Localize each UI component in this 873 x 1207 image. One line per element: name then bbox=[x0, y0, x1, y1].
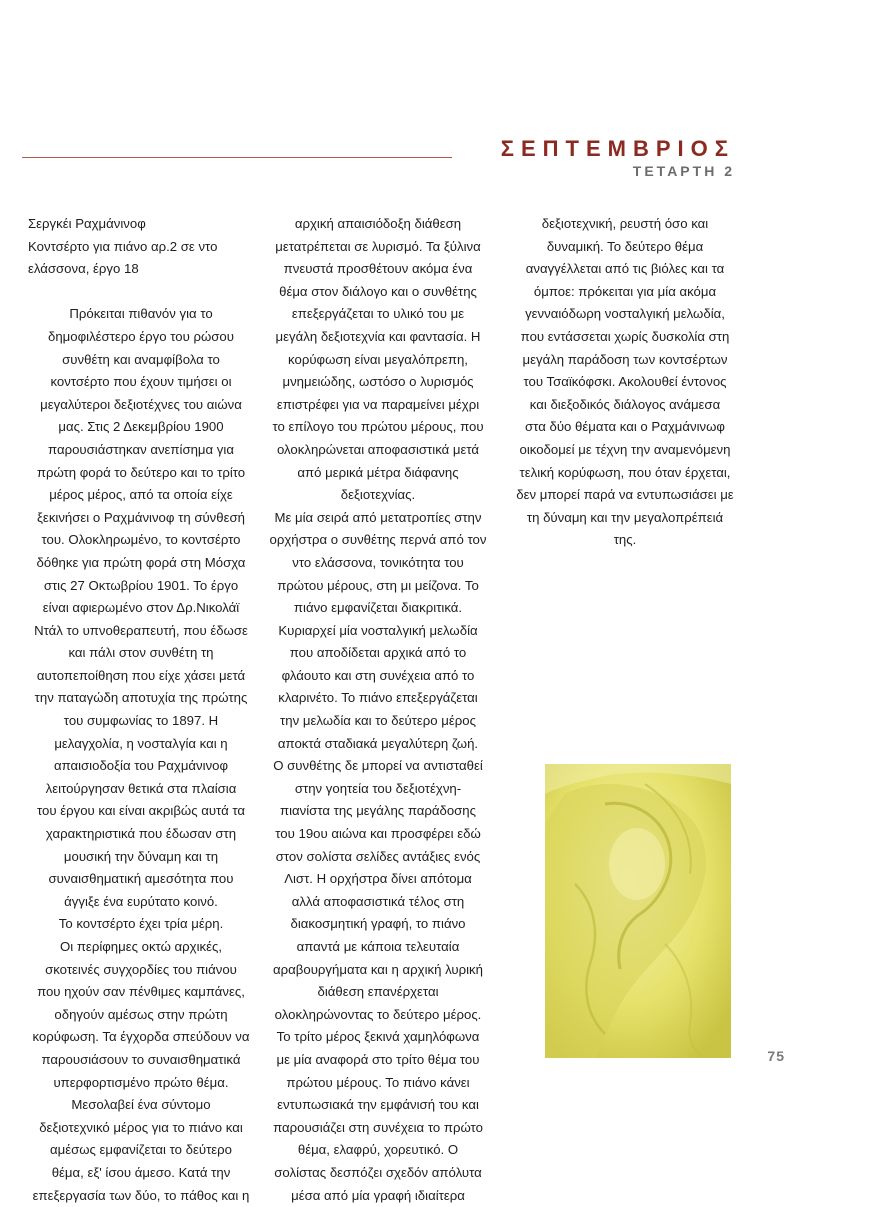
text-line: ολοκληρώνοντας το δεύτερο μέρος. bbox=[274, 1006, 482, 1022]
text-line: πρώτη φορά το δεύτερο και το τρίτο bbox=[36, 464, 246, 480]
text-line: κορύφωση είναι μεγαλόπρεπη, bbox=[288, 351, 468, 367]
text-line: του συμφωνίας το 1897. Η bbox=[63, 713, 219, 729]
composer-name: Σεργκέι Ραχμάνινοφ bbox=[28, 216, 146, 231]
text-line: αυτοπεποίθηση που είχε χάσει μετά bbox=[36, 667, 246, 683]
text-line: θέμα στον διάλογο και ο συνθέτης bbox=[279, 283, 477, 299]
text-line: εντυπωσιακά την εμφάνισή του και bbox=[277, 1097, 479, 1113]
text-line: αρχική απαισιόδοξη διάθεση bbox=[294, 216, 462, 231]
text-line: που εντάσσεται χωρίς δυσκολία στη bbox=[520, 328, 730, 344]
month-title: ΣΕΠΤΕΜΒΡΙΟΣ bbox=[500, 136, 735, 161]
text-line: δυναμική. Το δεύτερο θέμα bbox=[546, 238, 704, 254]
text-line: κλαρινέτο. Το πιάνο επεξεργάζεται bbox=[278, 690, 478, 706]
text-line: μέσα από μία γραφή ιδιαίτερα bbox=[291, 1187, 465, 1203]
text-line: Μεσολαβεί ένα σύντομο bbox=[71, 1097, 211, 1113]
text-line: μετατρέπεται σε λυρισμό. Τα ξύλινα bbox=[275, 238, 481, 254]
text-line: ντο ελάσσονα, τονικότητα του bbox=[292, 554, 464, 570]
text-line: μελαγχολία, η νοσταλγία και η bbox=[54, 735, 228, 751]
text-line: συναισθηματική αμεσότητα που bbox=[48, 871, 234, 887]
text-line: είναι αφιερωμένο στον Δρ.Νικολάϊ bbox=[42, 600, 240, 616]
text-line: Το τρίτο μέρος ξεκινά χαμηλόφωνα bbox=[276, 1029, 480, 1045]
text-line: μεγάλη παράδοση των κοντσέρτων bbox=[522, 351, 728, 367]
text-line: στην γοητεία του δεξιοτέχνη- bbox=[294, 780, 462, 796]
text-line: πρώτου μέρους. Το πιάνο κάνει bbox=[286, 1074, 470, 1090]
text-line: του. Ολοκληρωμένο, το κοντσέρτο bbox=[41, 532, 241, 548]
text-line: με μία αναφορά στο τρίτο θέμα του bbox=[276, 1051, 480, 1067]
text-line: δεξιοτεχνίας. bbox=[340, 487, 416, 503]
text-line: πρώτου μέρους, στη μι μείζονα. Το bbox=[277, 577, 479, 593]
text-line: χαρακτηριστικά που έδωσαν στη bbox=[45, 826, 237, 842]
text-line: φλάουτο και στη συνέχεια από το bbox=[281, 667, 475, 683]
text-line: παρουσιάσουν το συναισθηματικά bbox=[41, 1051, 241, 1067]
text-line: πνευστά προσθέτουν ακόμα ένα bbox=[283, 261, 473, 277]
text-line: που ηχούν σαν πένθιμες καμπάνες, bbox=[37, 984, 245, 1000]
text-line: του Τσαϊκόφσκι. Ακολουθεί έντονος bbox=[523, 374, 727, 390]
text-line: Το κοντσέρτο έχει τρία μέρη. bbox=[58, 916, 224, 932]
text-line: αναγγέλλεται από τις βιόλες και τα bbox=[525, 261, 725, 277]
text-line: οδηγούν αμέσως στην πρώτη bbox=[54, 1006, 228, 1022]
header-rule bbox=[22, 157, 452, 158]
text-line: κορύφωση. Τα έγχορδα σπεύδουν να bbox=[32, 1029, 250, 1045]
text-line: τελική κορύφωση, που όταν έρχεται, bbox=[519, 464, 731, 480]
text-line: Λιστ. Η ορχήστρα δίνει απότομα bbox=[284, 871, 472, 887]
text-line: αλλά αποφασιστικά τέλος στη bbox=[291, 893, 465, 909]
text-line: οικοδομεί με τέχνη την αναμενόμενη bbox=[519, 441, 731, 457]
text-line: απαισιοδοξία του Ραχμάνινοφ bbox=[53, 758, 229, 774]
text-line: τη δύναμη και την μεγαλοπρέπειά bbox=[526, 509, 724, 525]
text-line: διάθεση επανέρχεται bbox=[317, 984, 439, 1000]
text-line: Με μία σειρά από μετατροπίες στην bbox=[274, 509, 482, 525]
text-line: λειτούργησαν θετικά στα πλαίσια bbox=[45, 780, 237, 796]
text-line: υπερφορτισμένο πρώτο θέμα. bbox=[53, 1074, 229, 1090]
text-line: γενναιόδωρη νοσταλγική μελωδία, bbox=[525, 306, 725, 322]
text-line: την παταγώδη αποτυχία της πρώτης bbox=[34, 690, 248, 706]
text-column-2 bbox=[258, 213, 498, 1207]
text-line: το επίλογο του πρώτου μέρους, που bbox=[272, 419, 484, 435]
portrait-illustration bbox=[545, 764, 731, 1058]
text-line: μεγαλύτεροι δεξιοτέχνες του αιώνα bbox=[40, 396, 242, 412]
text-line: κοντσέρτο που έχουν τιμήσει οι bbox=[50, 374, 232, 390]
text-line: σκοτεινές συγχορδίες του πιάνου bbox=[45, 961, 237, 977]
text-line: παρουσιάστηκαν ανεπίσημα για bbox=[48, 441, 234, 457]
text-line: θέμα, ελαφρύ, χορευτικό. Ο bbox=[297, 1142, 459, 1158]
text-line: στις 27 Οκτωβρίου 1901. Το έργο bbox=[43, 577, 239, 593]
text-line: μεγάλη δεξιοτεχνία και φαντασία. Η bbox=[275, 328, 481, 344]
text-line: ξεκινήσει ο Ραχμάνινοφ τη σύνθεσή bbox=[37, 509, 245, 525]
text-line: ολοκληρώνεται αποφασιστικά μετά bbox=[276, 441, 480, 457]
text-line: την μελωδία και το δεύτερο μέρος bbox=[280, 713, 476, 729]
day-subtitle: ΤΕΤΑΡΤΗ 2 bbox=[632, 163, 735, 179]
text-line: στα δύο θέματα και ο Ραχμάνινωφ bbox=[525, 419, 725, 435]
text-line: του 19ου αιώνα και προσφέρει εδώ bbox=[275, 826, 481, 842]
text-line: στον σολίστα σελίδες αντάξιες ενός bbox=[275, 848, 481, 864]
column-body bbox=[505, 213, 745, 552]
text-line: απαντά με κάποια τελευταία bbox=[296, 939, 460, 954]
text-line: μουσική την δύναμη και τη bbox=[63, 848, 219, 864]
text-line: δόθηκε για πρώτη φορά στη Μόσχα bbox=[36, 554, 246, 570]
text-line: αραβουργήματα και η αρχική λυρική bbox=[273, 961, 483, 977]
column-body bbox=[258, 213, 498, 1207]
text-line: από μερικά μέτρα διάφανης bbox=[297, 464, 459, 480]
text-line: Κυριαρχεί μία νοσταλγική μελωδία bbox=[278, 622, 478, 638]
text-line: που αποδίδεται αρχικά από το bbox=[289, 645, 467, 661]
text-line: μέρος μέρος, από τα οποία είχε bbox=[49, 487, 233, 503]
text-line: Οι περίφημες οκτώ αρχικές, bbox=[59, 939, 223, 954]
tinted-portrait-image bbox=[545, 764, 731, 1058]
text-line: συνθέτη και αναμφίβολα το bbox=[62, 351, 220, 367]
text-line: διακοσμητική γραφή, το πιάνο bbox=[290, 916, 466, 932]
text-column-1 bbox=[28, 213, 254, 1207]
text-line: αμέσως εμφανίζεται το δεύτερο bbox=[49, 1142, 233, 1158]
text-line: σολίστας δεσπόζει σχεδόν απόλυτα bbox=[274, 1164, 482, 1180]
text-column-3 bbox=[505, 213, 745, 552]
work-title-line: ελάσσονα, έργο 18 bbox=[28, 261, 139, 277]
text-line: όμποε: πρόκειται για μία ακόμα bbox=[533, 283, 717, 299]
text-line: μνημειώδης, ωστόσο ο λυρισμός bbox=[282, 374, 474, 390]
text-line: παρουσιάζει στη συνέχεια το πρώτο bbox=[273, 1119, 483, 1135]
text-line: επεξεργασία των δύο, το πάθος και η bbox=[32, 1187, 250, 1203]
text-line: πιανίστα της μεγάλης παράδοσης bbox=[280, 803, 476, 819]
text-line: άγγιξε ένα ευρύτατο κοινό. bbox=[64, 893, 218, 909]
text-line: δεξιοτεχνικό μέρος για το πιάνο και bbox=[39, 1119, 243, 1135]
text-line: μας. Στις 2 Δεκεμβρίου 1900 bbox=[58, 419, 224, 435]
text-line: Ο συνθέτης δε μπορεί να αντισταθεί bbox=[273, 758, 483, 774]
text-line: θέμα, εξ' ίσου άμεσο. Κατά την bbox=[51, 1164, 231, 1180]
text-line: Ντάλ το υπνοθεραπευτή, που έδωσε bbox=[34, 622, 248, 638]
text-line: και διεξοδικός διάλογος ανάμεσα bbox=[529, 396, 721, 412]
column-body bbox=[28, 303, 254, 1207]
text-line: του έργου και είναι ακριβώς αυτά τα bbox=[36, 803, 246, 819]
text-line: της. bbox=[613, 532, 637, 548]
text-line: ορχήστρα ο συνθέτης περνά από τον bbox=[269, 532, 487, 548]
page-number: 75 bbox=[767, 1048, 785, 1064]
text-line: επεξεργάζεται το υλικό του με bbox=[291, 306, 465, 322]
text-line: και πάλι στον συνθέτη τη bbox=[68, 645, 214, 661]
text-line: αποκτά σταδιακά μεγαλύτερη ζωή. bbox=[277, 735, 479, 751]
text-line: Πρόκειται πιθανόν για το bbox=[69, 306, 213, 322]
text-line: πιάνο εμφανίζεται διακριτικά. bbox=[293, 600, 463, 616]
work-title bbox=[28, 213, 254, 281]
text-line: επιστρέφει για να παραμείνει μέχρι bbox=[276, 396, 480, 412]
work-title-line: Κοντσέρτο για πιάνο αρ.2 σε ντο bbox=[28, 238, 218, 254]
text-line: δεν μπορεί παρά να εντυπωσιάσει με bbox=[516, 487, 734, 503]
text-line: δεξιοτεχνική, ρευστή όσο και bbox=[541, 216, 709, 231]
text-line: δημοφιλέστερο έργο του ρώσου bbox=[48, 328, 234, 344]
